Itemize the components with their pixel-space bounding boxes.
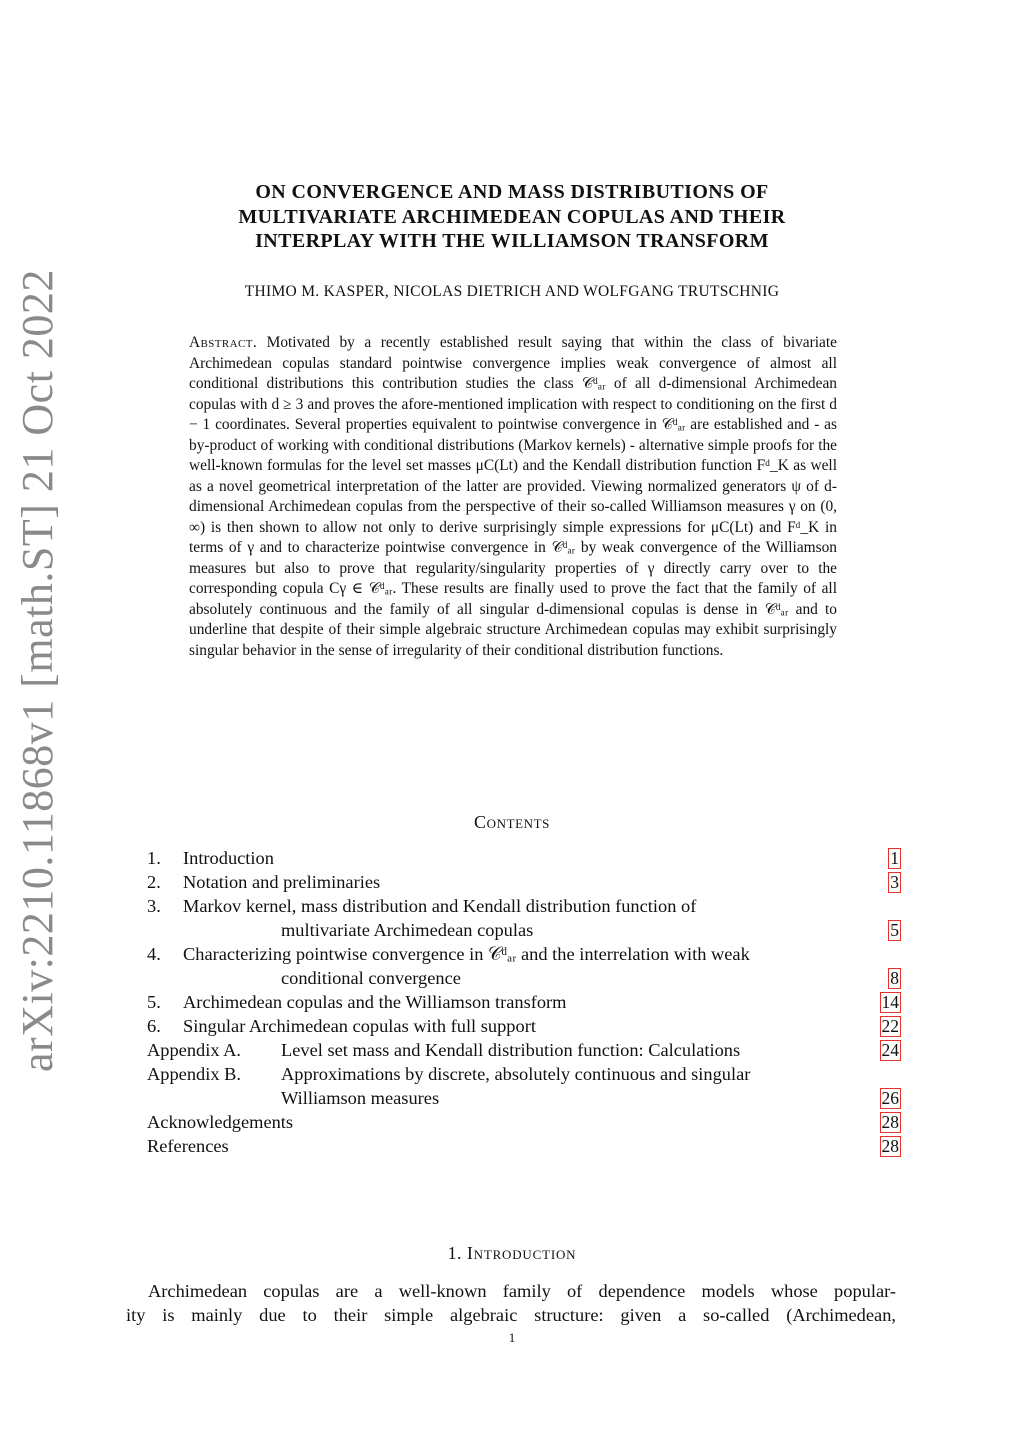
toc-title: Notation and preliminaries — [183, 872, 381, 892]
toc-entry-singular[interactable] — [147, 1014, 903, 1038]
toc-entry-characterizing-continued[interactable] — [147, 966, 903, 990]
toc-title: Characterizing pointwise convergence in 𝒞ᵈₐᵣ and the interrelation with weak — [183, 944, 750, 964]
abstract — [189, 333, 837, 661]
toc-title: Acknowledgements — [147, 1112, 294, 1132]
toc-title-continued: Williamson measures — [281, 1088, 440, 1108]
toc-entry-appendix-a[interactable] — [147, 1038, 903, 1062]
toc-page-link[interactable]: 14 — [881, 992, 899, 1012]
title-line: INTERPLAY WITH THE WILLIAMSON TRANSFORM — [255, 230, 769, 252]
toc-title: Singular Archimedean copulas with full support — [183, 1016, 536, 1036]
toc-title: Introduction — [183, 848, 274, 868]
toc-title: References — [147, 1136, 229, 1156]
toc-title: Archimedean copulas and the Williamson transform — [183, 992, 567, 1012]
paper-title — [120, 180, 904, 254]
toc-number: Appendix A. — [147, 1040, 241, 1060]
toc-title-continued: conditional convergence — [281, 968, 461, 988]
toc-entry-appendix-b[interactable] — [147, 1062, 903, 1086]
toc-number: 3. — [147, 896, 161, 916]
title-line: MULTIVARIATE ARCHIMEDEAN COPULAS AND THEIR — [238, 205, 786, 228]
toc-page-link[interactable]: 28 — [881, 1136, 899, 1156]
toc-entry-markov-kernel[interactable] — [147, 894, 903, 918]
toc-number: Appendix B. — [147, 1064, 241, 1084]
contents-heading: Contents — [473, 812, 551, 832]
toc-entry-williamson[interactable] — [147, 990, 903, 1014]
toc-entry-introduction[interactable] — [147, 846, 903, 870]
toc-page-link[interactable]: 22 — [881, 1016, 899, 1036]
table-of-contents — [147, 846, 903, 1158]
toc-page-link[interactable]: 5 — [890, 920, 899, 940]
toc-title-continued: multivariate Archimedean copulas — [281, 920, 534, 940]
page-number: 1 — [508, 1330, 516, 1345]
arxiv-identifier: arXiv:2210.11868v1 [math.ST] 21 Oct 2022 — [13, 269, 62, 1072]
intro-line: ity is mainly due to their simple algebraic structure: given a so-called (Archimedean, — [126, 1305, 896, 1325]
toc-entry-acknowledgements[interactable] — [147, 1110, 903, 1134]
section-title: Introduction — [466, 1243, 577, 1263]
toc-number: 2. — [147, 872, 161, 892]
abstract-label: Abstract. — [189, 334, 258, 351]
toc-title: Approximations by discrete, absolutely continuous and singular — [281, 1064, 751, 1084]
toc-title: Markov kernel, mass distribution and Kendall distribution function of — [183, 896, 697, 916]
toc-number: 6. — [147, 1016, 161, 1036]
toc-page-link[interactable]: 24 — [881, 1040, 899, 1060]
toc-number: 4. — [147, 944, 161, 964]
toc-page-link[interactable]: 28 — [881, 1112, 899, 1132]
section-heading — [120, 1243, 904, 1264]
toc-entry-appendix-b-continued[interactable] — [147, 1086, 903, 1110]
toc-page-link[interactable]: 3 — [890, 872, 899, 892]
toc-entry-characterizing[interactable] — [147, 942, 903, 966]
toc-page-link[interactable]: 8 — [890, 968, 899, 988]
author-list: THIMO M. KASPER, NICOLAS DIETRICH AND WOLFGANG TRUTSCHNIG — [244, 283, 780, 300]
toc-title: Level set mass and Kendall distribution function: Calculations — [281, 1040, 741, 1060]
intro-line: Archimedean copulas are a well-known family of dependence models whose popular- — [148, 1281, 896, 1301]
abstract-text: Motivated by a recently established result saying that within the class of bivariate Archimedean copulas standard pointwise convergence implies weak convergence of almost all conditional distributions this contribution studies the class 𝒞ᵈₐᵣ of all d-dimensional Archimedean copulas with d ≥ 3 and proves the afore-mentioned implication with respect to conditioning on the first d − 1 coordinates. Several properties equivalent to pointwise convergence in 𝒞ᵈₐᵣ are established and - as by-product of working with conditional distributions (Markov kernels) - alternative simple proofs for the well-known formulas for the level set masses μC(Lt) and the Kendall distribution function Fᵈ_K as well as a novel geometrical interpretation of the latter are provided. Viewing normalized generators ψ of d-dimensional Archimedean copulas from the perspective of their so-called Williamson measures γ on (0, ∞) is then shown to allow not only to derive surprisingly simple expressions for μC(Lt) and Fᵈ_K in terms of γ and to characterize pointwise convergence in 𝒞ᵈₐᵣ by weak convergence of the Williamson measures but also to prove that regularity/singularity properties of γ directly carry over to the corresponding copula Cγ ∈ 𝒞ᵈₐᵣ. These results are finally used to prove the fact that the family of all absolutely continuous and the family of all singular d-dimensional copulas is dense in 𝒞ᵈₐᵣ and to underline that despite of their simple algebraic structure Archimedean copulas may exhibit surprisingly singular behavior in the sense of irregularity of their conditional distribution functions. — [189, 334, 837, 659]
section-number: 1. — [447, 1243, 462, 1263]
toc-page-link[interactable]: 1 — [890, 848, 899, 868]
intro-paragraph — [126, 1279, 896, 1327]
toc-entry-notation[interactable] — [147, 870, 903, 894]
toc-page-link[interactable]: 26 — [881, 1088, 899, 1108]
toc-number: 5. — [147, 992, 161, 1012]
toc-entry-markov-kernel-continued[interactable] — [147, 918, 903, 942]
toc-entry-references[interactable] — [147, 1134, 903, 1158]
toc-number: 1. — [147, 848, 161, 868]
title-line: ON CONVERGENCE AND MASS DISTRIBUTIONS OF — [255, 181, 769, 203]
